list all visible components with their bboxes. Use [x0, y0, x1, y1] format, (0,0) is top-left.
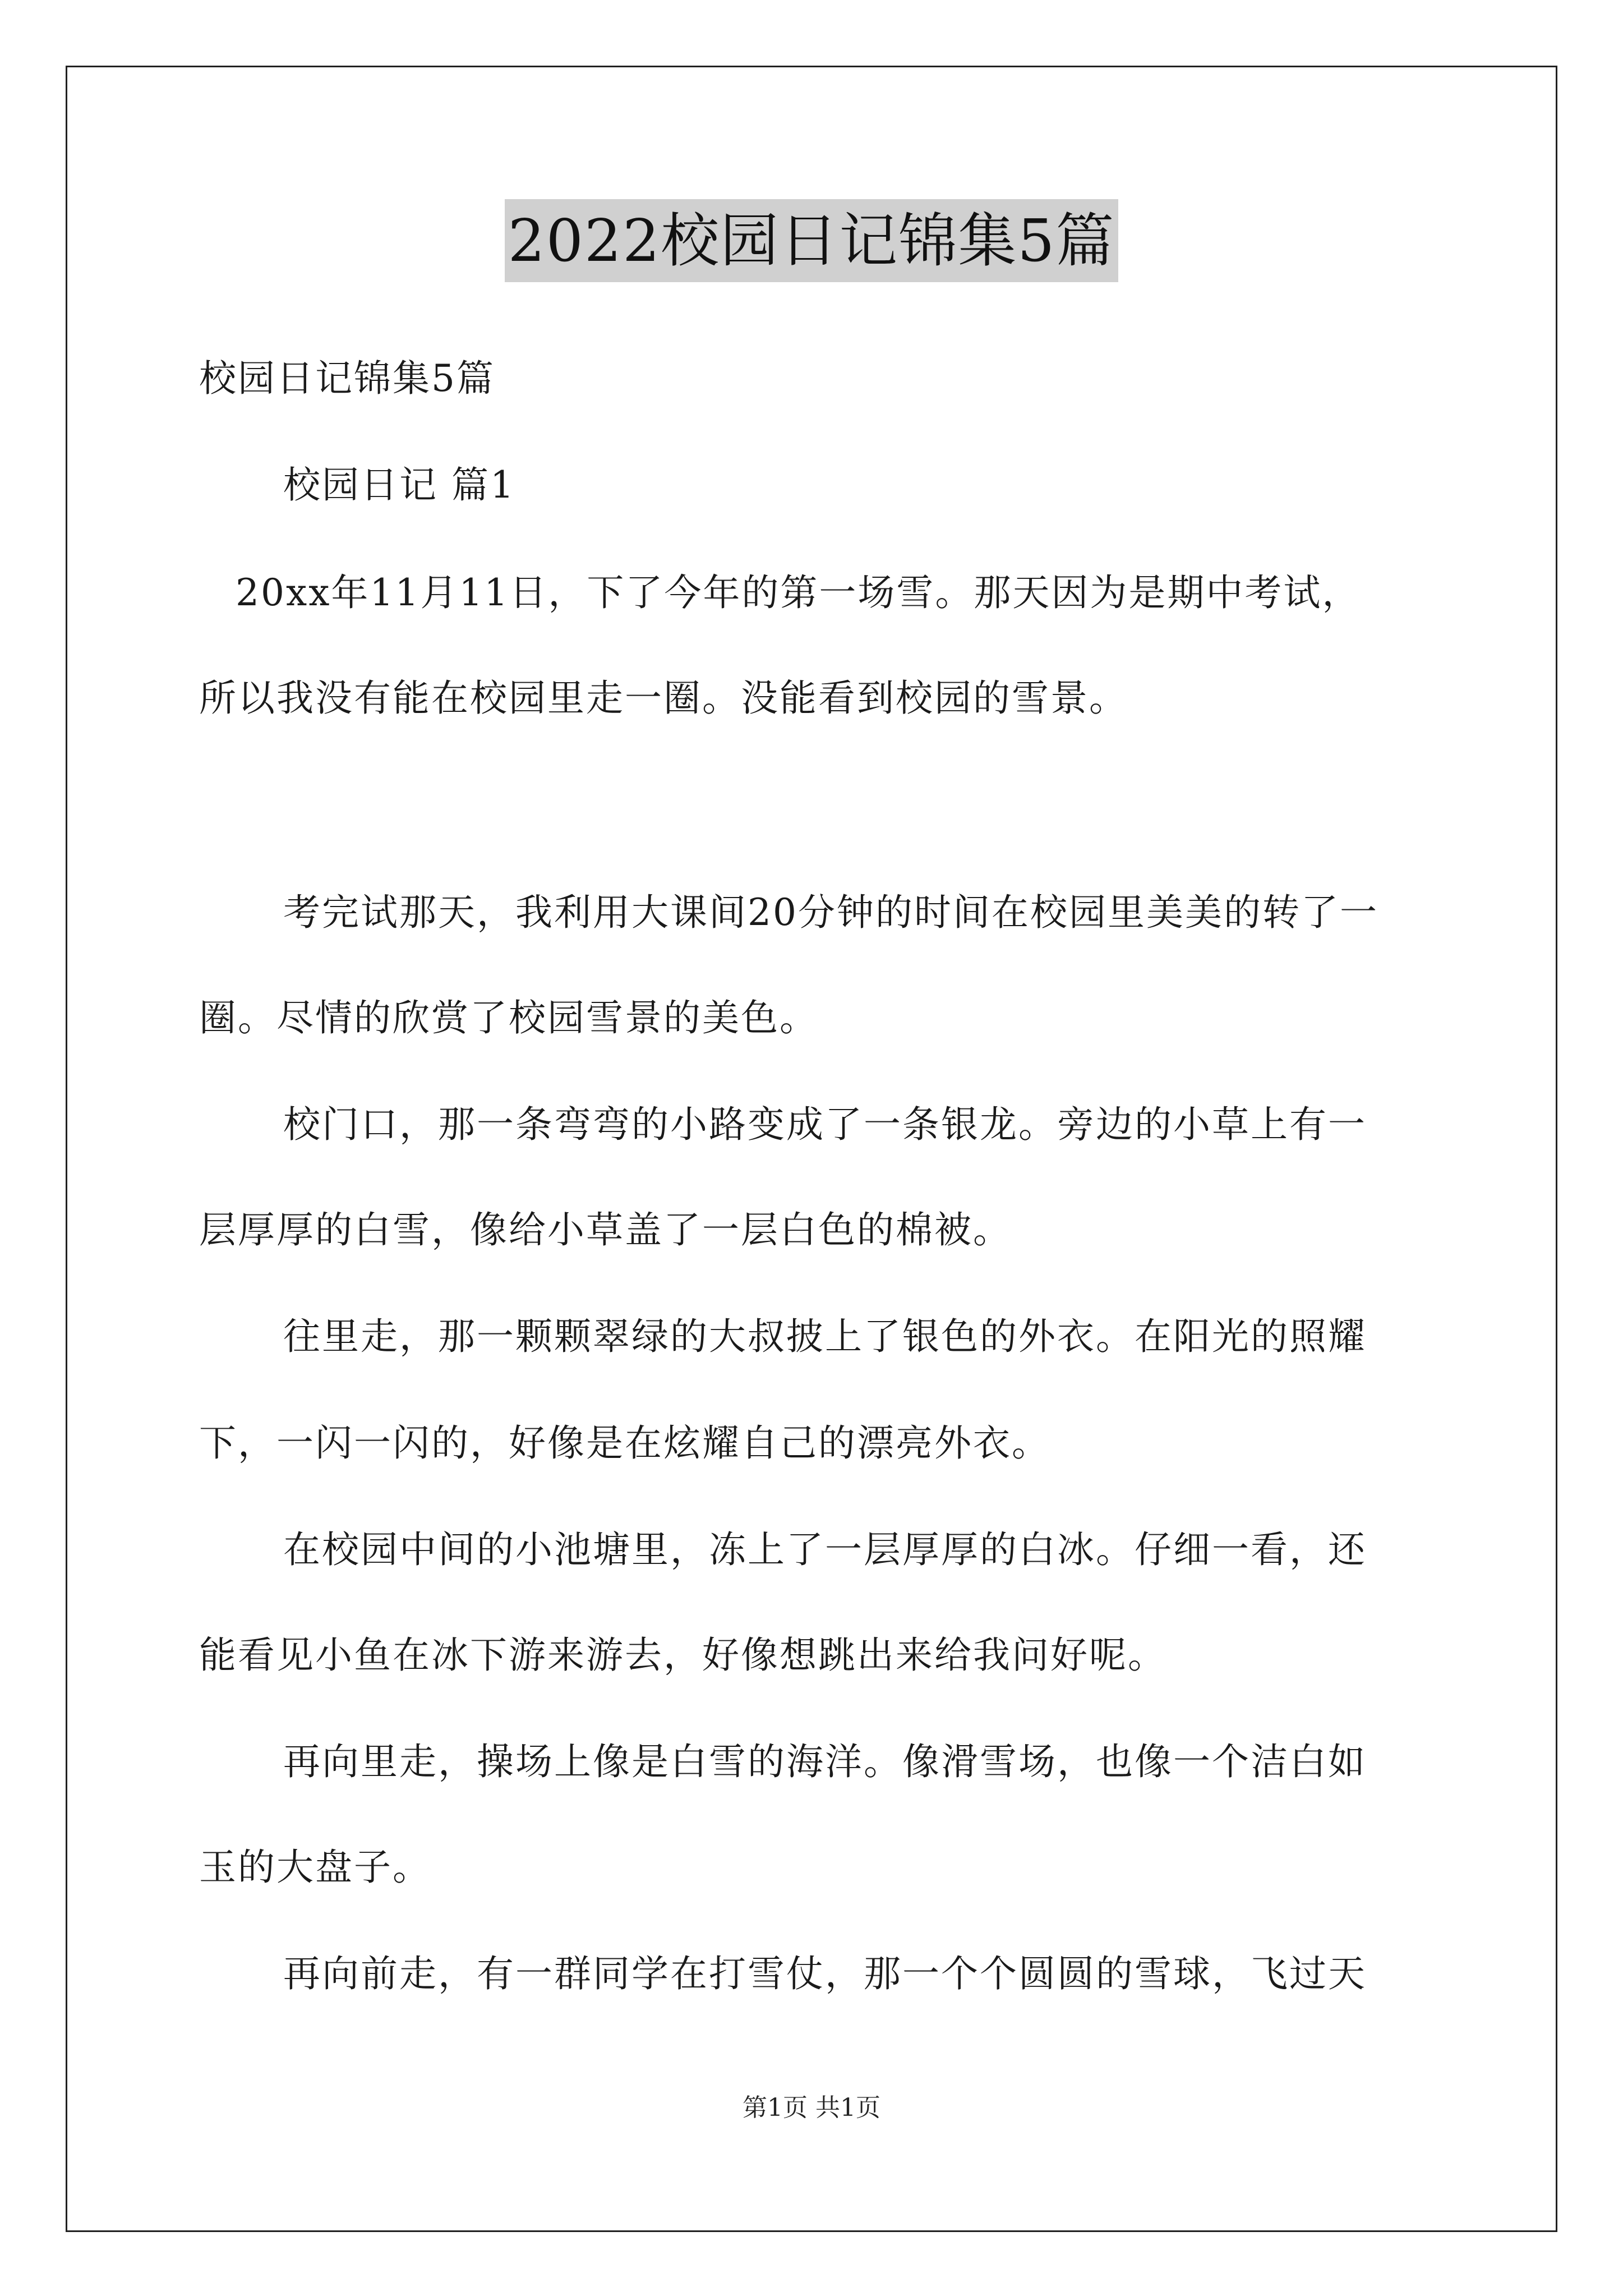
paragraph-line: 考完试那天，我利用大课间20分钟的时间在校园里美美的转了一	[283, 891, 1378, 934]
page-footer: 第1页 共1页	[743, 2093, 880, 2122]
document-subtitle: 校园日记锦集5篇	[199, 357, 495, 400]
paragraph-line: 能看见小鱼在冰下游来游去，好像想跳出来给我问好呢。	[199, 1634, 1166, 1677]
paragraph-line: 玉的大盘子。	[199, 1846, 431, 1889]
paragraph-line: 20xx年11月11日，下了今年的第一场雪。那天因为是期中考试，	[236, 571, 1361, 614]
paragraph-line: 校门口，那一条弯弯的小路变成了一条银龙。旁边的小草上有一	[283, 1103, 1367, 1146]
paragraph-line: 在校园中间的小池塘里，冻上了一层厚厚的白冰。仔细一看，还	[283, 1528, 1367, 1571]
paragraph-line: 下，一闪一闪的，好像是在炫耀自己的漂亮外衣。	[199, 1421, 1050, 1465]
paragraph-line: 层厚厚的白雪，像给小草盖了一层白色的棉被。	[199, 1208, 1012, 1251]
document-title: 2022校园日记锦集5篇	[505, 199, 1119, 282]
paragraph-line: 往里走，那一颗颗翠绿的大叔披上了银色的外衣。在阳光的照耀	[283, 1315, 1367, 1358]
paragraph-line: 圈。尽情的欣赏了校园雪景的美色。	[199, 996, 818, 1039]
paragraph-line: 再向前走，有一群同学在打雪仗，那一个个圆圆的雪球，飞过天	[283, 1952, 1367, 1995]
paragraph-line: 所以我没有能在校园里走一圈。没能看到校园的雪景。	[199, 677, 1128, 720]
section-heading: 校园日记 篇1	[283, 463, 515, 507]
paragraph-line: 再向里走，操场上像是白雪的海洋。像滑雪场，也像一个洁白如	[283, 1740, 1367, 1783]
title-container	[0, 199, 1623, 282]
